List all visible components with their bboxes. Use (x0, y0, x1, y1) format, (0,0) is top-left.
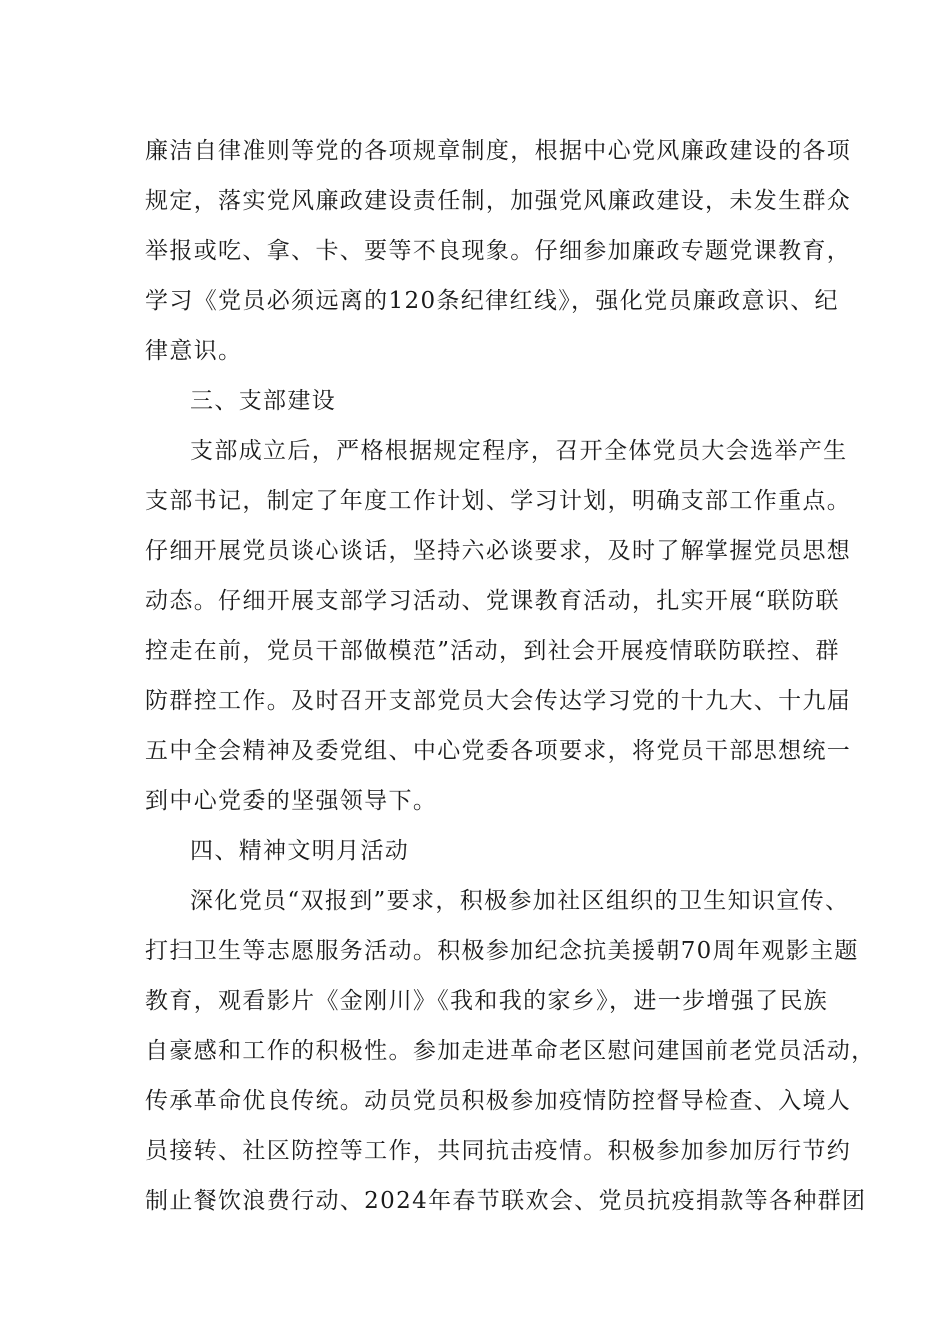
paragraph-line: 教育，观看影片《金刚川》《我和我的家乡》，进一步增强了民族 (145, 988, 829, 1014)
paragraph-line: 制止餐饮浪费行动、2024年春节联欢会、党员抗疫捐款等各种群团 (145, 1188, 867, 1214)
paragraph-line: 律意识。 (145, 338, 243, 364)
section-heading-civilization-month: 四、精神文明月活动 (190, 838, 410, 864)
paragraph-line: 打扫卫生等志愿服务活动。积极参加纪念抗美援朝70周年观影主题 (145, 938, 859, 964)
paragraph-line: 防群控工作。及时召开支部党员大会传达学习党的十九大、十九届 (145, 688, 852, 714)
paragraph-line: 五中全会精神及委党组、中心党委各项要求，将党员干部思想统一 (145, 738, 852, 764)
paragraph-line: 学习《党员必须远离的120条纪律红线》，强化党员廉政意识、纪 (145, 288, 839, 314)
paragraph-line: 仔细开展党员谈心谈话，坚持六必谈要求，及时了解掌握党员思想 (145, 538, 852, 564)
paragraph-line: 规定，落实党风廉政建设责任制，加强党风廉政建设，未发生群众 (145, 188, 852, 214)
paragraph-line: 举报或吃、拿、卡、要等不良现象。仔细参加廉政专题党课教育， (145, 238, 852, 264)
paragraph-line: 廉洁自律准则等党的各项规章制度，根据中心党风廉政建设的各项 (145, 138, 852, 164)
paragraph-line: 动态。仔细开展支部学习活动、党课教育活动，扎实开展“联防联 (145, 588, 840, 614)
paragraph-line: 支部书记，制定了年度工作计划、学习计划，明确支部工作重点。 (145, 488, 852, 514)
paragraph-line: 控走在前，党员干部做模范”活动，到社会开展疫情联防联控、群 (145, 638, 840, 664)
paragraph-line: 员接转、社区防控等工作，共同抗击疫情。积极参加参加厉行节约 (145, 1138, 852, 1164)
paragraph-line: 到中心党委的坚强领导下。 (145, 788, 438, 814)
section-heading-branch-building: 三、支部建设 (190, 388, 337, 414)
paragraph-line: 自豪感和工作的积极性。参加走进革命老区慰问建国前老党员活动， (145, 1038, 876, 1064)
paragraph-line: 深化党员“双报到”要求，积极参加社区组织的卫生知识宣传、 (190, 888, 850, 914)
paragraph-line: 传承革命优良传统。动员党员积极参加疫情防控督导检查、入境人 (145, 1088, 852, 1114)
paragraph-line: 支部成立后，严格根据规定程序，召开全体党员大会选举产生 (190, 438, 848, 464)
